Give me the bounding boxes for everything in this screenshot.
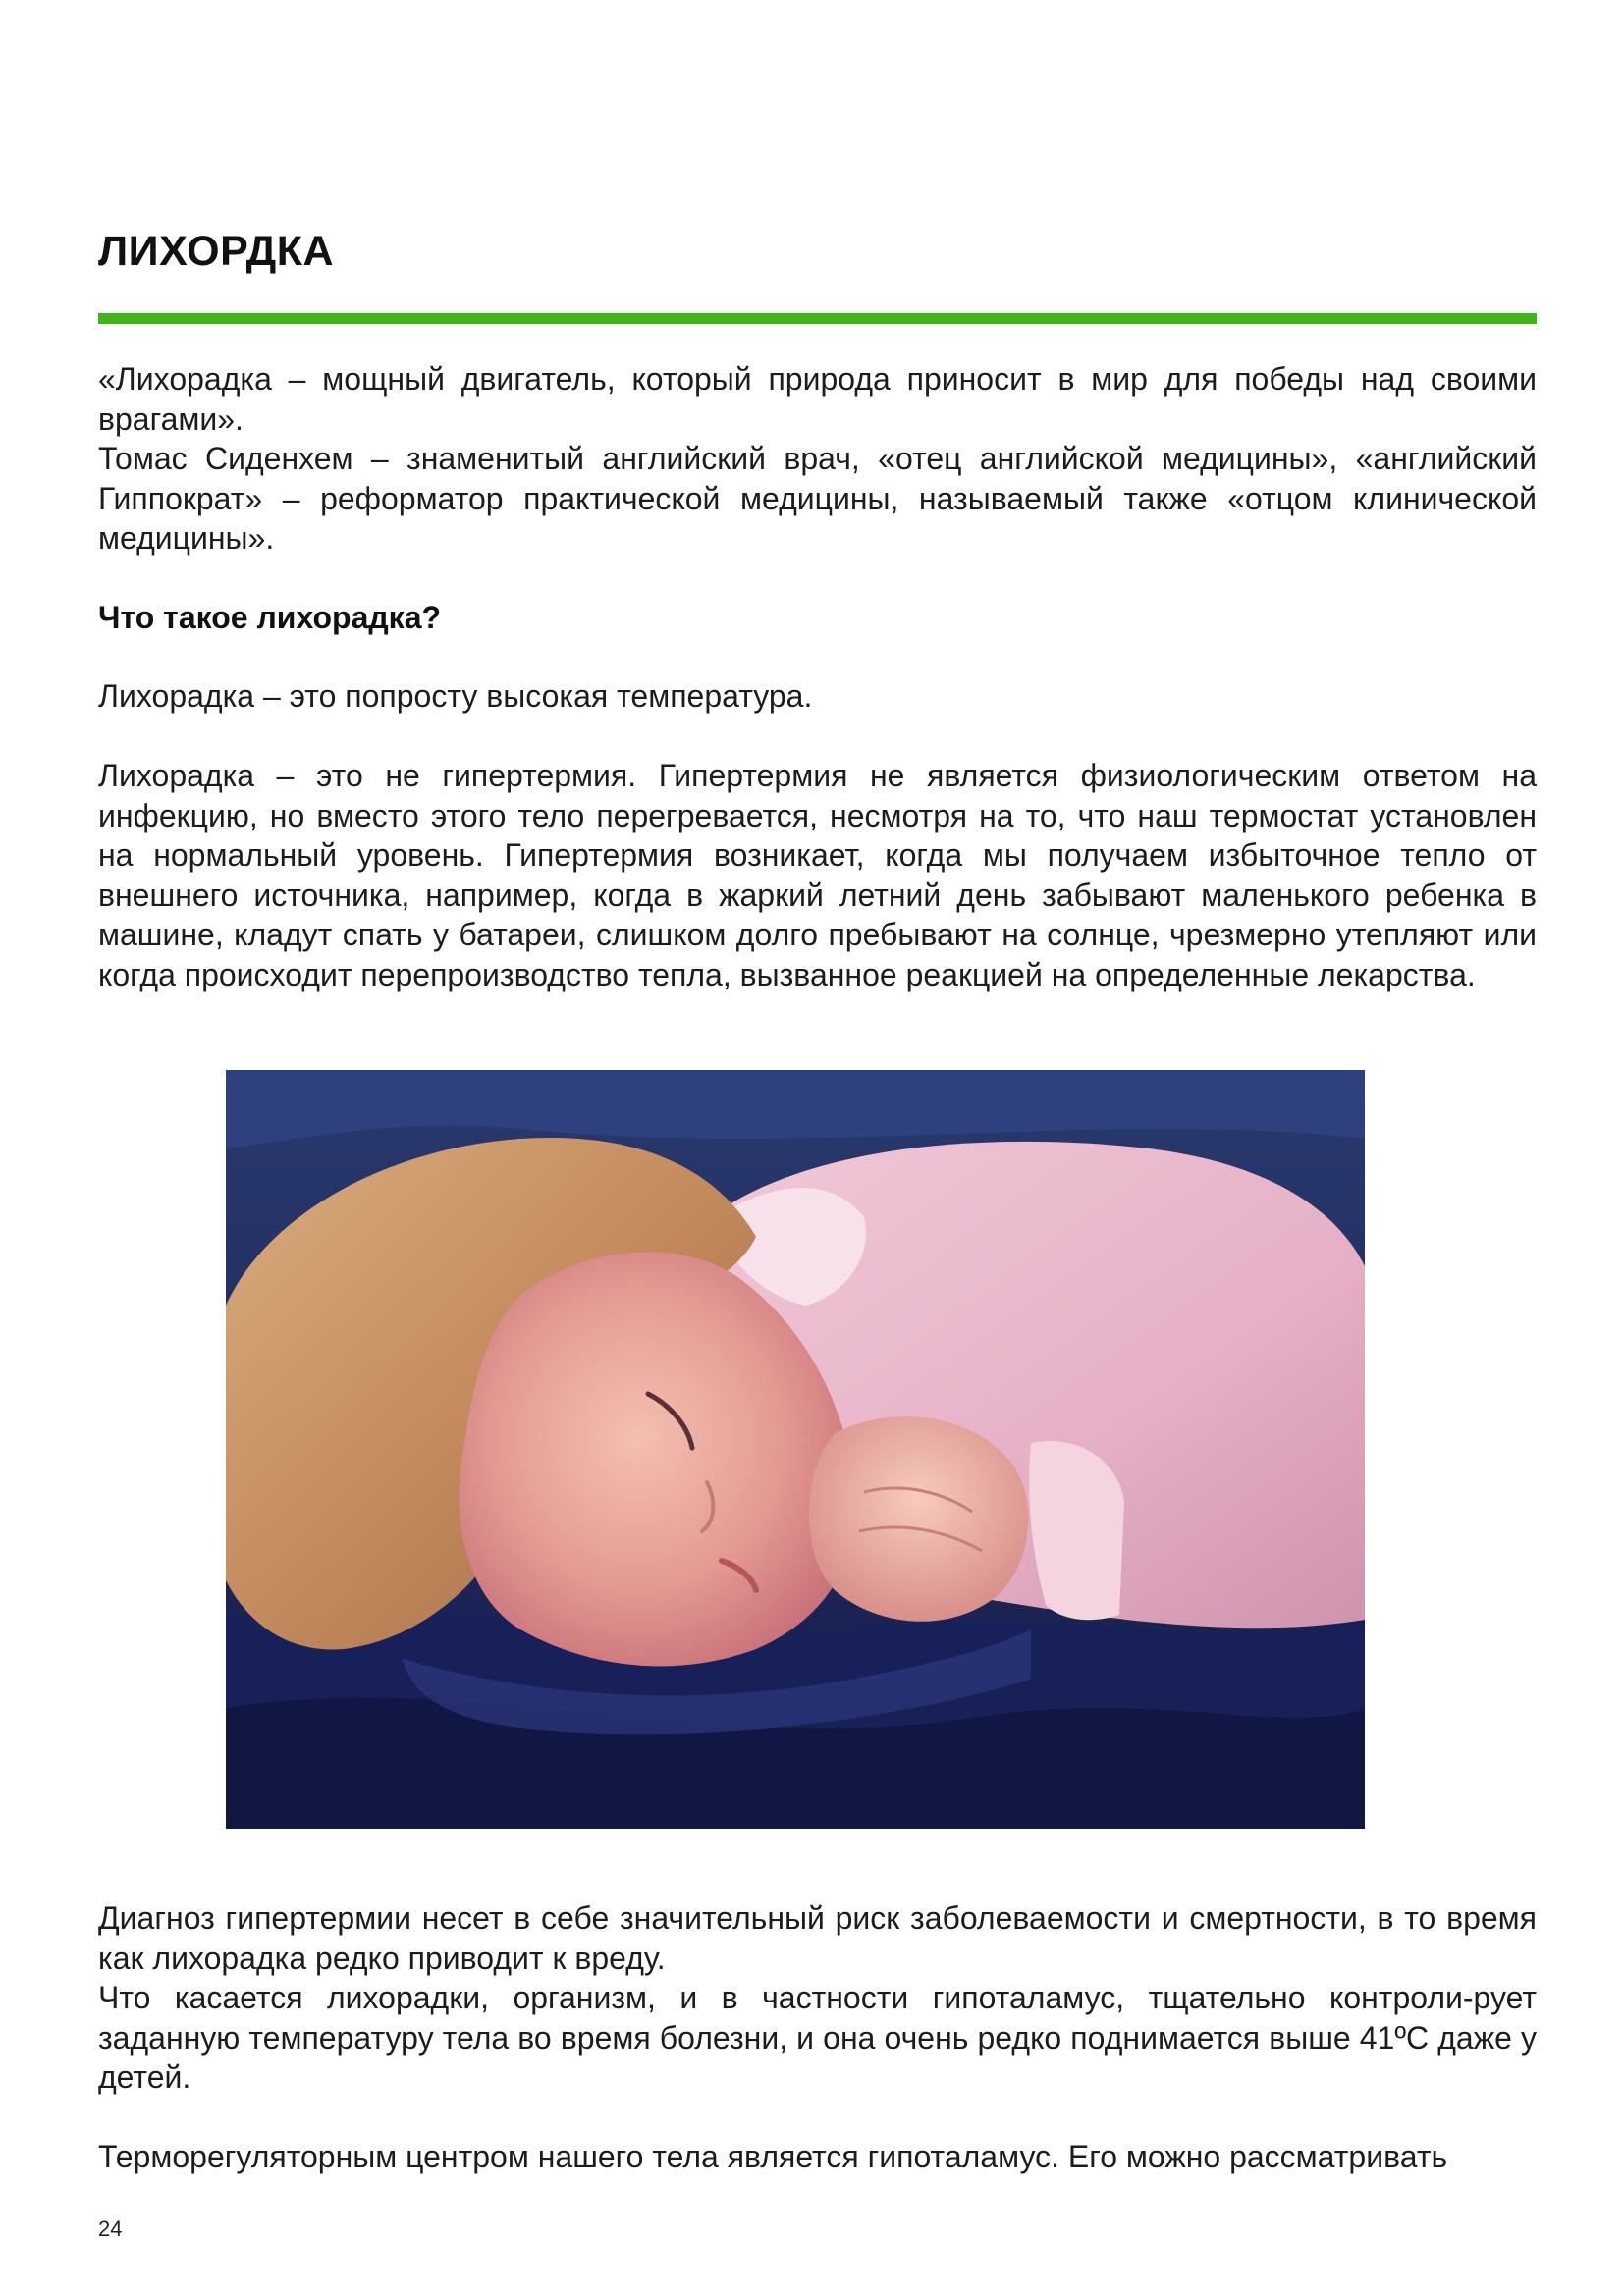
hyperthermia-paragraph: Лихорадка – это не гипертермия. Гипертермия не является физиологическим ответом на инфекцию, но вместо этого тело перегревается, несмотря на то, что наш термостат установлен на нормальный уровень. Гипертермия возникает, когда мы получаем избыточное тепло от внешнего источника, например, когда в жаркий летний день забывают маленького ребенка в машине, кладут спать у батареи, слишком долго пребывают на солнце, чрезмерно утепляют или когда происходит перепроизводство тепла, вызванное реакцией на определенные лекарства.	[98, 758, 1537, 992]
title-divider	[98, 313, 1537, 324]
hypothalamus-paragraph: Что касается лихорадки, организм, и в частности гипоталамус, тщательно контроли-рует заданную температуру тела во время болезни, и она очень редко поднимается выше 41ºС даже у детей.	[98, 1980, 1537, 2095]
risk-paragraph: Диагноз гипертермии несет в себе значительный риск заболеваемости и смертности, в то время как лихорадка редко приводит к вреду.	[98, 1900, 1537, 1976]
page-number: 24	[98, 2216, 123, 2241]
definition-paragraph: Лихорадка – это попросту высокая температура.	[98, 678, 813, 714]
section-heading: Что такое лихорадка?	[98, 600, 442, 635]
sick-child-photo	[226, 1070, 1365, 1829]
page-title: ЛИХОРДКА	[98, 228, 334, 275]
epigraph-quote: «Лихорадка – мощный двигатель, который природа приносит в мир для победы над своими врагами».	[98, 361, 1537, 437]
thermoregulation-paragraph: Терморегуляторным центром нашего тела является гипоталамус. Его можно рассматривать	[98, 2139, 1448, 2174]
epigraph-attribution: Томас Сиденхем – знаменитый английский врач, «отец английской медицины», «английский Гиппократ» – реформатор практической медицины, называемый также «отцом клинической медицины».	[98, 441, 1537, 556]
